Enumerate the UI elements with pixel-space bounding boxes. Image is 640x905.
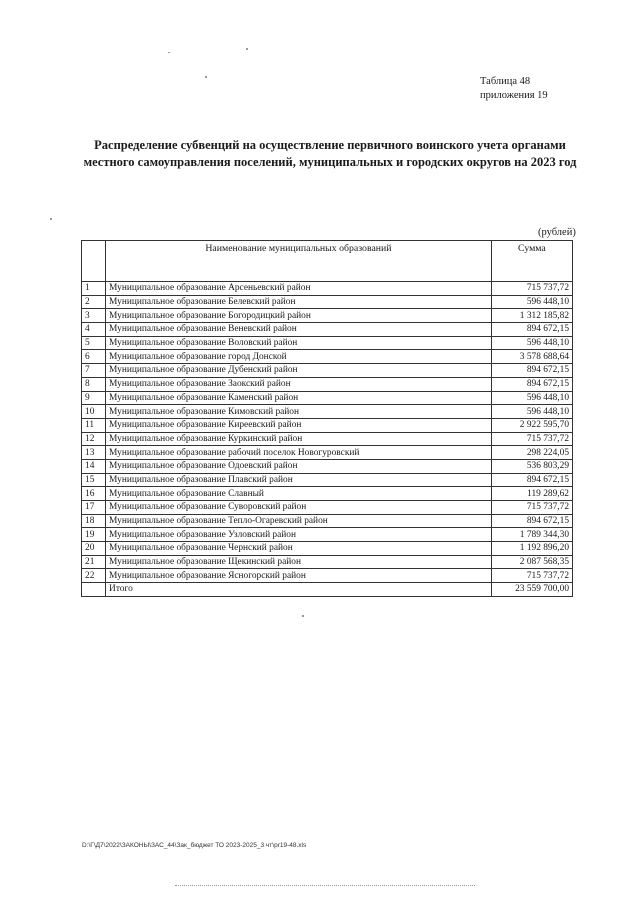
table-row — [82, 391, 573, 405]
row-name: Муниципальное образование Дубенский район — [106, 364, 492, 378]
row-num: 18 — [82, 514, 106, 528]
table-number: Таблица 48 — [480, 76, 531, 87]
row-name: Муниципальное образование Чернский район — [106, 542, 492, 556]
row-name: Муниципальное образование Куркинский район — [106, 432, 492, 446]
row-num: 22 — [82, 569, 106, 583]
row-sum: 894 672,15 — [491, 473, 572, 487]
header-name: Наименование муниципальных образований — [106, 241, 492, 282]
table-row — [82, 295, 573, 309]
row-name: Муниципальное образование Богородицкий район — [106, 309, 492, 323]
row-num: 9 — [82, 391, 106, 405]
table-row — [82, 555, 573, 569]
table-row — [82, 336, 573, 350]
row-num: 1 — [82, 282, 106, 296]
row-num: 10 — [82, 405, 106, 419]
row-sum: 536 803,29 — [491, 459, 572, 473]
row-num: 8 — [82, 377, 106, 391]
appendix-number: приложения 19 — [480, 90, 548, 101]
total-label: Итого — [106, 583, 492, 597]
document-title: Распределение субвенций на осуществление первичного воинского учета органами местного самоуправления поселений, муниципальных и городских округов на 2023 год — [83, 138, 577, 169]
table-row — [82, 432, 573, 446]
row-name: Муниципальное образование Кимовский район — [106, 405, 492, 419]
row-sum: 596 448,10 — [491, 336, 572, 350]
row-num: 3 — [82, 309, 106, 323]
row-num: 21 — [82, 555, 106, 569]
table-row — [82, 364, 573, 378]
row-sum: 596 448,10 — [491, 405, 572, 419]
row-sum: 2 087 568,35 — [491, 555, 572, 569]
table-row — [82, 514, 573, 528]
total-sum: 23 559 700,00 — [491, 583, 572, 597]
currency-unit: (рублей) — [538, 227, 576, 238]
table-row — [82, 405, 573, 419]
table-row — [82, 487, 573, 501]
table-row — [82, 542, 573, 556]
row-sum: 715 737,72 — [491, 432, 572, 446]
row-sum: 894 672,15 — [491, 323, 572, 337]
total-num — [82, 583, 106, 597]
scan-artifact-line — [175, 885, 475, 887]
table-row — [82, 309, 573, 323]
row-name: Муниципальное образование Суворовский район — [106, 501, 492, 515]
row-num: 7 — [82, 364, 106, 378]
row-name: Муниципальное образование Белевский район — [106, 295, 492, 309]
row-name: Муниципальное образование Плавский район — [106, 473, 492, 487]
row-num: 19 — [82, 528, 106, 542]
row-sum: 894 672,15 — [491, 514, 572, 528]
row-name: Муниципальное образование Веневский район — [106, 323, 492, 337]
row-sum: 715 737,72 — [491, 282, 572, 296]
row-num: 5 — [82, 336, 106, 350]
row-sum: 894 672,15 — [491, 377, 572, 391]
row-num: 12 — [82, 432, 106, 446]
table-row — [82, 377, 573, 391]
row-name: Муниципальное образование Одоевский район — [106, 459, 492, 473]
row-num: 13 — [82, 446, 106, 460]
row-sum: 3 578 688,64 — [491, 350, 572, 364]
table-row — [82, 282, 573, 296]
row-name: Муниципальное образование Тепло-Огаревский район — [106, 514, 492, 528]
row-name: Муниципальное образование Арсеньевский район — [106, 282, 492, 296]
row-num: 16 — [82, 487, 106, 501]
row-name: Муниципальное образование Славный — [106, 487, 492, 501]
row-num: 17 — [82, 501, 106, 515]
table-row — [82, 569, 573, 583]
row-num: 11 — [82, 418, 106, 432]
row-num: 4 — [82, 323, 106, 337]
row-sum: 715 737,72 — [491, 501, 572, 515]
subvention-table — [81, 240, 573, 597]
header-num — [82, 241, 106, 282]
table-total-row — [82, 583, 573, 597]
row-name: Муниципальное образование Заокский район — [106, 377, 492, 391]
file-path: D:\Г\Д7\2022\ЗАКОНЫ\ЗАС_44\Зак_бюджет ТО 2023-2025_3 чт\pr19-48.xls — [82, 842, 307, 849]
row-name: Муниципальное образование Щекинский район — [106, 555, 492, 569]
table-row — [82, 323, 573, 337]
table-reference-note — [480, 75, 548, 103]
row-sum: 894 672,15 — [491, 364, 572, 378]
table-row — [82, 418, 573, 432]
row-sum: 1 312 185,82 — [491, 309, 572, 323]
row-sum: 715 737,72 — [491, 569, 572, 583]
table-row — [82, 350, 573, 364]
row-name: Муниципальное образование город Донской — [106, 350, 492, 364]
row-sum: 2 922 595,70 — [491, 418, 572, 432]
row-sum: 1 192 896,20 — [491, 542, 572, 556]
header-sum: Сумма — [491, 241, 572, 282]
row-name: Муниципальное образование Воловский район — [106, 336, 492, 350]
row-name: Муниципальное образование Узловский район — [106, 528, 492, 542]
table-row — [82, 473, 573, 487]
row-name: Муниципальное образование Ясногорский район — [106, 569, 492, 583]
row-num: 6 — [82, 350, 106, 364]
table-row — [82, 501, 573, 515]
row-sum: 298 224,05 — [491, 446, 572, 460]
row-sum: 596 448,10 — [491, 295, 572, 309]
table-row — [82, 459, 573, 473]
row-num: 14 — [82, 459, 106, 473]
row-sum: 119 289,62 — [491, 487, 572, 501]
table-row — [82, 446, 573, 460]
row-num: 2 — [82, 295, 106, 309]
table-header-row — [82, 241, 573, 282]
row-name: Муниципальное образование Киреевский район — [106, 418, 492, 432]
table-row — [82, 528, 573, 542]
row-name: Муниципальное образование Каменский район — [106, 391, 492, 405]
row-sum: 1 789 344,30 — [491, 528, 572, 542]
row-num: 15 — [82, 473, 106, 487]
row-num: 20 — [82, 542, 106, 556]
row-sum: 596 448,10 — [491, 391, 572, 405]
row-name: Муниципальное образование рабочий поселок Новогуровский — [106, 446, 492, 460]
